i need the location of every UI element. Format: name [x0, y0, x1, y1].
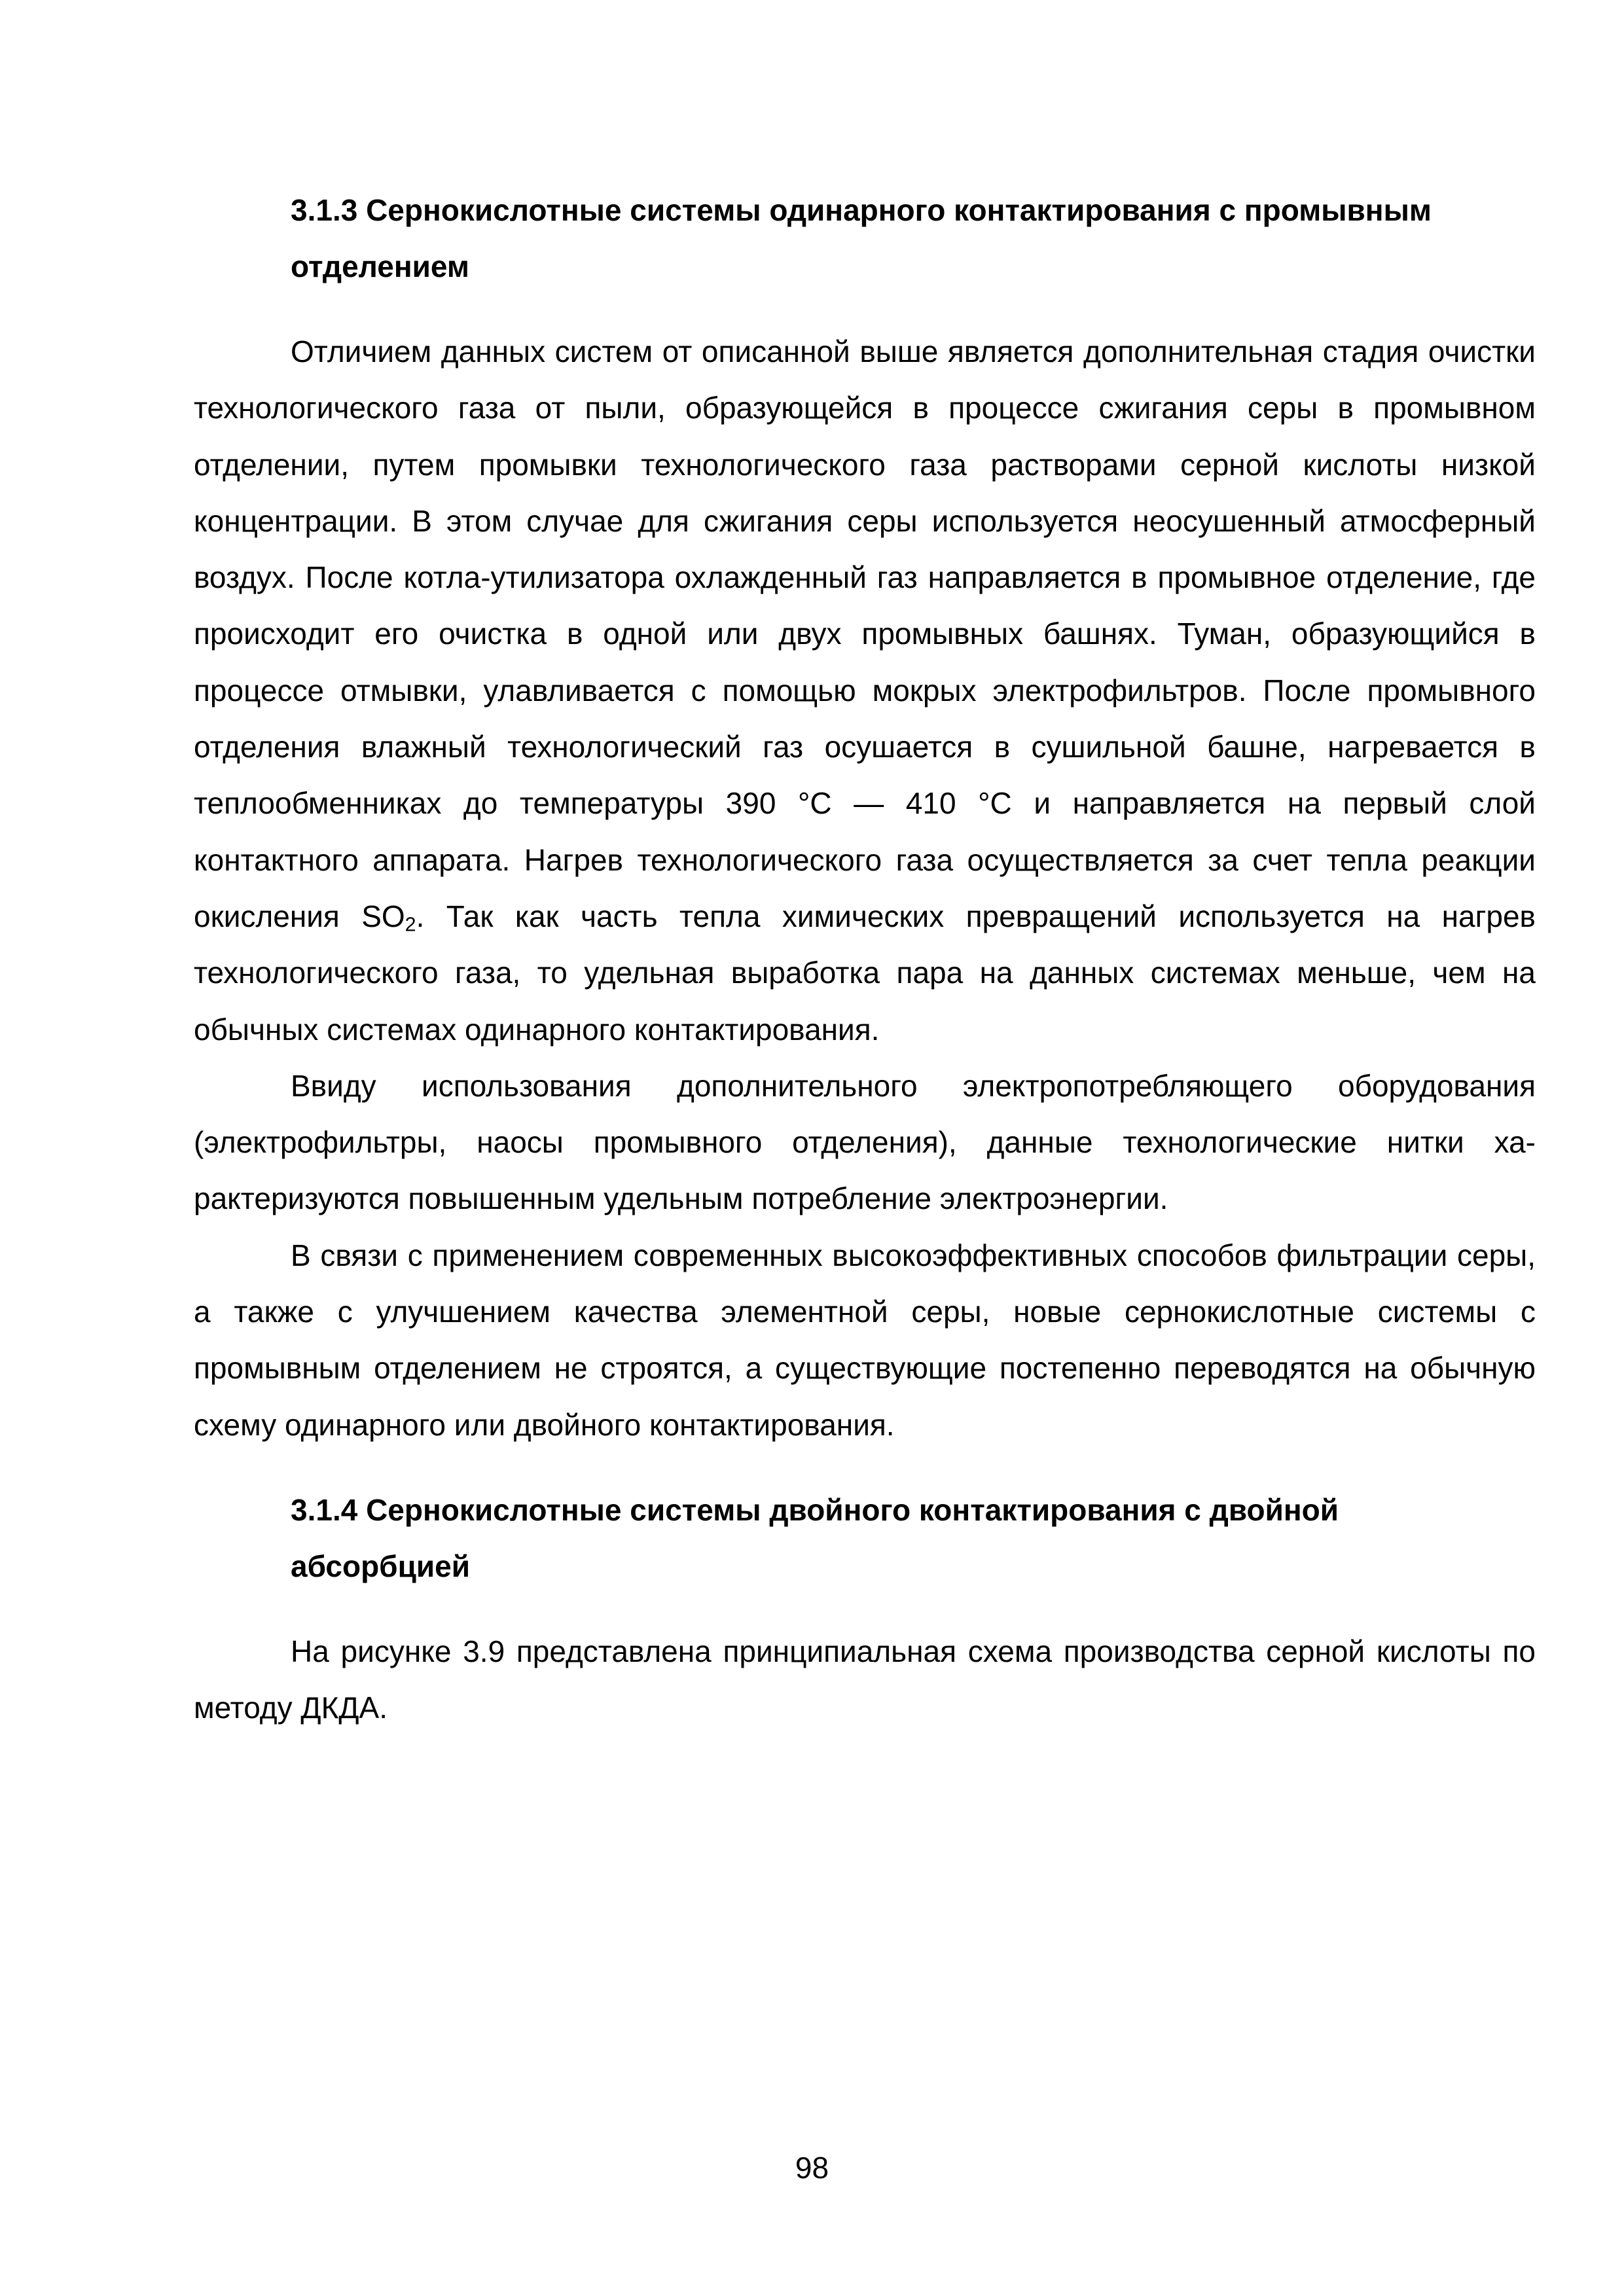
section-heading-line: отделением [291, 249, 469, 283]
section-heading-line: 3.1.3 Сернокислотные системы одинарного контактирования с промывным [291, 193, 1432, 227]
section-heading-line: 3.1.4 Сернокислотные системы двойного контактирования с двойной [291, 1492, 1339, 1527]
page-number: 98 [795, 2151, 829, 2185]
paragraph-text: Отличием данных систем от описанной выше является дополнительная стадия очистки технологического газа от пыли, образующейся в процессе сжигания серы в промывном отделении, путем промывки технологического газа растворами серной кислоты низкой концентрации. В этом случае для сжигания серы используется неосушенный атмосферный воздух. После котла-утилизатора охлажденный газ направляется в промывное отделение, где происходит его очистка в одной или двух промывных башнях. Туман, образующийся в процессе отмывки, улавливается с помощью мокрых электрофильтров. После промывного отделения влажный технологический газ осушается в сушильной башне, нагревается в теплообменниках до температуры 390 °С — 410 °С и направляется на первый слой контактного аппарата. Нагрев технологического газа осуществляется за счет тепла реакции окисления SO [194, 334, 1536, 933]
spacer [194, 1453, 1536, 1482]
page-content [194, 182, 1536, 1736]
paragraph: На рисунке 3.9 представлена принципиальная схема производства серной кислоты по методу ДКДА. [194, 1634, 1536, 1725]
subscript: 2 [405, 914, 416, 936]
spacer [194, 1594, 1536, 1623]
spacer [194, 295, 1536, 323]
paragraph-text: . Так как часть тепла химических превращений используется на нагрев технологического газа, то удельная выработка пара на данных системах меньше, чем на обычных системах одинарного контактирования. [194, 899, 1536, 1047]
paragraph: Ввиду использования дополнительного электропотребляющего оборудования (электрофильтры, наосы промывного отделения), данные технологические нитки характеризуются повышенным удельным потребление электроэнергии. [194, 1068, 1536, 1216]
section-heading-3-1-4 [291, 1482, 1536, 1594]
paragraph: В связи с применением современных высокоэффективных способов фильтрации серы, а также с улучшением качества элементной серы, новые сернокислотные системы с промывным отделением не строятся, а существующие постепенно переводятся на обычную схему одинарного или двойного контактирования. [194, 1238, 1536, 1442]
section-heading-line: абсорбцией [291, 1549, 471, 1583]
section-heading-3-1-3 [291, 182, 1536, 295]
paragraph [194, 323, 1536, 1058]
